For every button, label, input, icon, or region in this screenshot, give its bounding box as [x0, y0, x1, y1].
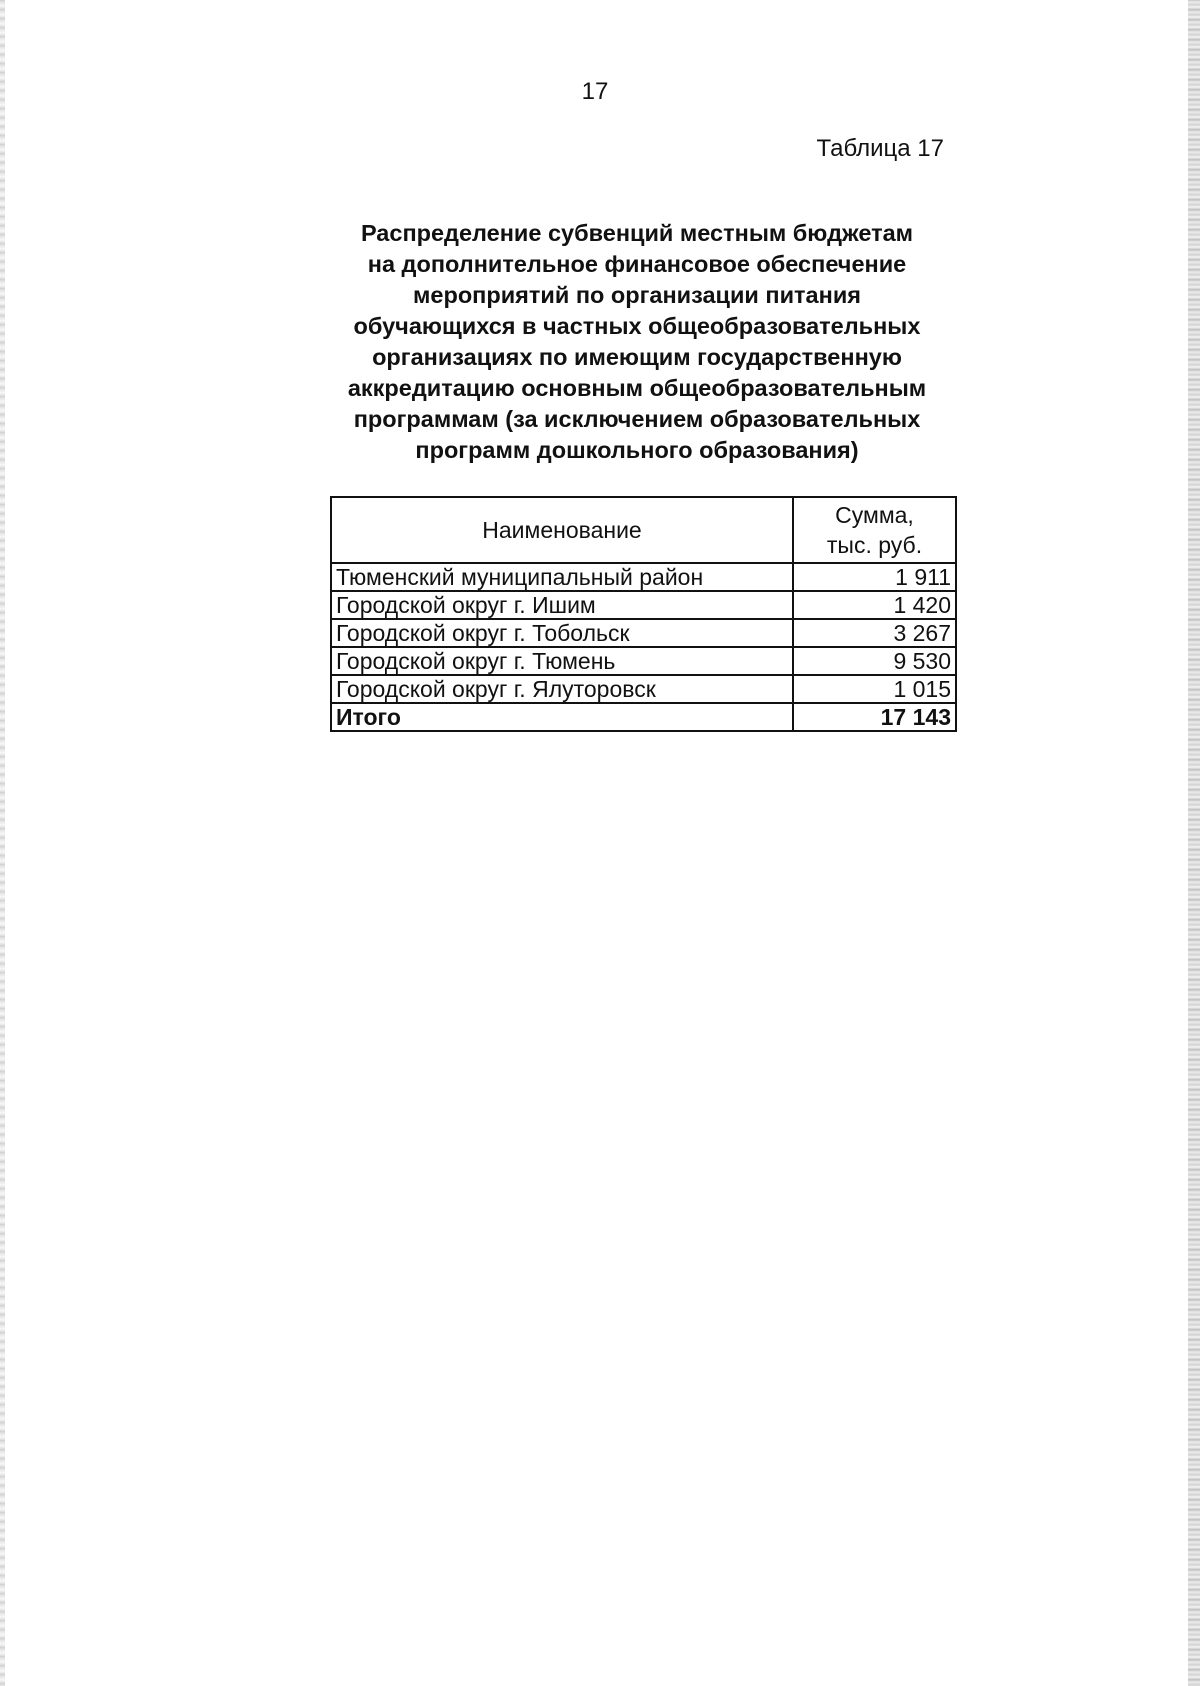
title-line: на дополнительное финансовое обеспечение [367, 251, 907, 277]
header-sum-line2: тыс. руб. [826, 532, 923, 558]
table-label: Таблица 17 [816, 135, 944, 162]
title-line: программ дошкольного образования) [415, 437, 859, 463]
row-value: 1 015 [793, 675, 956, 703]
table-row [331, 675, 956, 703]
header-sum-line1: Сумма, [835, 502, 914, 528]
subsidy-table [330, 496, 957, 732]
row-name: Городской округ г. Тюмень [331, 647, 793, 675]
table-row [331, 619, 956, 647]
row-name: Городской округ г. Ялуторовск [331, 675, 793, 703]
total-label: Итого [331, 703, 793, 731]
row-name: Городской округ г. Тобольск [331, 619, 793, 647]
row-value: 9 530 [793, 647, 956, 675]
row-value: 1 420 [793, 591, 956, 619]
document-title [330, 218, 944, 466]
header-name: Наименование [331, 497, 793, 563]
row-name: Городской округ г. Ишим [331, 591, 793, 619]
row-name: Тюменский муниципальный район [331, 563, 793, 591]
table-header-row [331, 497, 956, 563]
header-sum [793, 497, 956, 563]
title-line: мероприятий по организации питания [413, 282, 861, 308]
title-line: организациях по имеющим государственную [372, 344, 902, 370]
scan-right-edge [1188, 0, 1200, 1686]
table-row [331, 647, 956, 675]
title-line: программам (за исключением образовательных [353, 406, 921, 432]
table-row [331, 563, 956, 591]
title-line: Распределение субвенций местным бюджетам [360, 220, 914, 246]
row-value: 3 267 [793, 619, 956, 647]
total-value: 17 143 [793, 703, 956, 731]
scan-left-edge [0, 0, 5, 1686]
total-row [331, 703, 956, 731]
title-line: аккредитацию основным общеобразовательным [347, 375, 927, 401]
row-value: 1 911 [793, 563, 956, 591]
page-number: 17 [581, 78, 609, 105]
table-row [331, 591, 956, 619]
title-line: обучающихся в частных общеобразовательных [353, 313, 921, 339]
